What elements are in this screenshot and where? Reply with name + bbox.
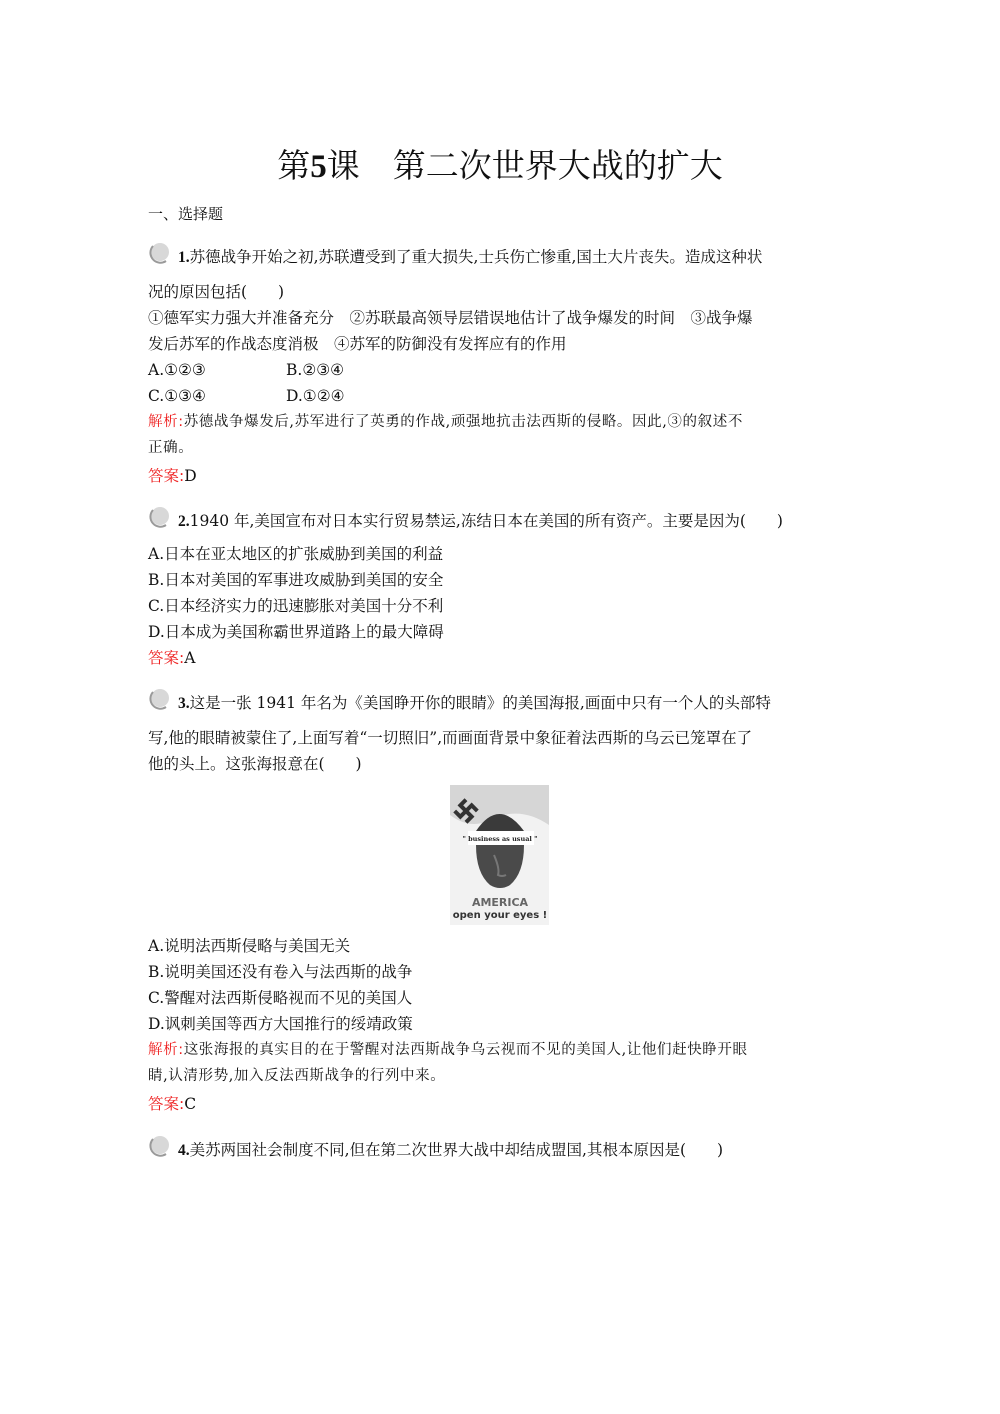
answer: [148, 463, 853, 489]
analysis-text: 这张海报的真实目的在于警醒对法西斯战争乌云视而不见的美国人,让他们赶快睁开眼: [183, 1042, 748, 1058]
question-stem: [148, 508, 853, 535]
answer: [148, 645, 853, 671]
poster-line-2: open your eyes !: [452, 910, 548, 921]
question-bullet-icon: [148, 242, 174, 264]
stem-text-cont: 写,他的眼睛被蒙住了,上面写着“一切照旧”,而画面背景中象征着法西斯的乌云已笼罩在了: [148, 729, 753, 747]
statement-items-cont: 发后苏军的作战态度消极 ④苏军的防御没有发挥应有的作用: [148, 335, 567, 353]
stem-text-cont-2: 他的头上。这张海报意在( ): [148, 755, 362, 773]
answer-label: 答案: [148, 467, 180, 485]
label-colon: :: [179, 649, 185, 667]
option-c[interactable]: C.警醒对法西斯侵略视而不见的美国人: [148, 989, 413, 1007]
label-colon: :: [178, 1042, 184, 1058]
section-heading: 一、选择题: [148, 205, 224, 223]
analysis-cont: 正确。: [148, 440, 194, 456]
option-a[interactable]: A.日本在亚太地区的扩张威胁到美国的利益: [148, 545, 444, 563]
statement-items: ①德军实力强大并准备充分 ②苏联最高领导层错误地估计了战争爆发的时间 ③战争爆: [148, 309, 753, 327]
question-bullet-icon: [148, 1135, 174, 1157]
stem-text: 美苏两国社会制度不同,但在第二次世界大战中却结成盟国,其根本原因是( ): [189, 1141, 724, 1159]
option-b[interactable]: B.日本对美国的军事进攻威胁到美国的安全: [148, 571, 444, 589]
poster-illustration: [450, 785, 549, 925]
answer-value: A: [184, 649, 196, 667]
question-3-options: [148, 933, 853, 1117]
page-title: [0, 140, 1000, 187]
question-stem: [148, 1137, 853, 1164]
stem-text: 1940 年,美国宣布对日本实行贸易禁运,冻结日本在美国的所有资产。主要是因为( ): [189, 512, 783, 530]
answer: [148, 1091, 853, 1117]
analysis: [148, 409, 853, 435]
answer-label: 答案: [148, 649, 180, 667]
stem-text-cont: 况的原因包括( ): [148, 283, 285, 301]
option-b[interactable]: B.②③④: [286, 361, 345, 379]
question-bullet-icon: [148, 688, 174, 710]
title-text: 课 第二次世界大战的扩大: [326, 146, 723, 185]
question-4: [148, 1137, 853, 1164]
title-prefix: 第: [277, 146, 311, 185]
option-a[interactable]: A.说明法西斯侵略与美国无关: [148, 937, 351, 955]
answer-label: 答案: [148, 1095, 180, 1113]
question-stem: [148, 690, 853, 717]
label-colon: :: [178, 414, 184, 430]
question-1: [148, 244, 853, 489]
analysis-label: 解析: [148, 414, 179, 430]
option-b[interactable]: B.说明美国还没有卷入与法西斯的战争: [148, 963, 413, 981]
question-stem: [148, 244, 853, 271]
option-d[interactable]: D.日本成为美国称霸世界道路上的最大障碍: [148, 623, 444, 641]
poster-banner-text: " business as usual ": [462, 835, 538, 843]
poster-line-1: AMERICA: [471, 896, 529, 909]
analysis-cont: 睛,认清形势,加入反法西斯战争的行列中来。: [148, 1068, 446, 1084]
stem-text: 苏德战争开始之初,苏联遭受到了重大损失,士兵伤亡惨重,国土大片丧失。造成这种状: [189, 248, 763, 266]
option-d[interactable]: D.讽刺美国等西方大国推行的绥靖政策: [148, 1015, 413, 1033]
stem-text: 这是一张 1941 年名为《美国睁开你的眼睛》的美国海报,画面中只有一个人的头部特: [189, 694, 771, 712]
poster-image: [450, 785, 549, 925]
analysis: [148, 1037, 853, 1063]
title-lesson-number: 5: [310, 149, 327, 185]
answer-value: D: [184, 467, 197, 485]
question-number: 3.: [178, 695, 190, 712]
option-d[interactable]: D.①②④: [286, 387, 345, 405]
option-c[interactable]: C.①③④: [148, 387, 206, 405]
label-colon: :: [179, 1095, 185, 1113]
options-row-2: [148, 383, 853, 409]
options-row-1: [148, 357, 853, 383]
option-c[interactable]: C.日本经济实力的迅速膨胀对美国十分不利: [148, 597, 444, 615]
question-number: 4.: [178, 1142, 190, 1159]
question-2: [148, 508, 853, 671]
analysis-label: 解析: [148, 1042, 179, 1058]
question-bullet-icon: [148, 506, 174, 528]
answer-value: C: [184, 1095, 197, 1113]
analysis-text: 苏德战争爆发后,苏军进行了英勇的作战,顽强地抗击法西斯的侵略。因此,③的叙述不: [183, 414, 743, 430]
label-colon: :: [179, 467, 185, 485]
question-3: [148, 690, 853, 777]
option-a[interactable]: A.①②③: [148, 361, 206, 379]
question-number: 1.: [178, 249, 190, 266]
question-number: 2.: [178, 513, 190, 530]
